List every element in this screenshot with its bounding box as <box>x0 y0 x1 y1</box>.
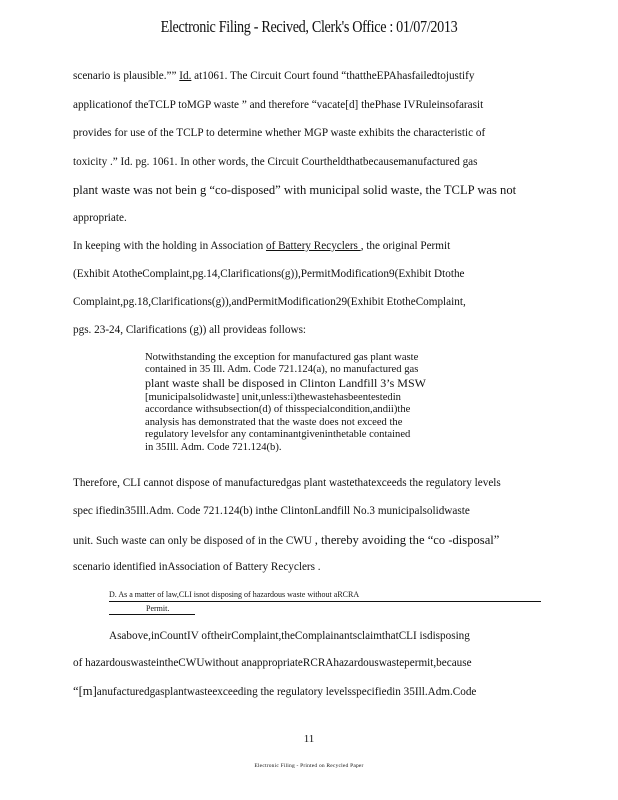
citation-id: Id. <box>179 70 192 82</box>
section-heading-line-2: Permit. <box>146 604 170 613</box>
block-quote-line-4: [municipalsolidwaste] unit,unless:i)thewastehasbeentestedin <box>145 392 401 403</box>
heading-underline <box>109 614 195 615</box>
block-quote-line-3: plant waste shall be disposed in Clinton Landfill 3’s MSW <box>145 376 426 390</box>
text-span: , thereby avoiding the “co -disposal” <box>314 533 500 547</box>
paragraph-3-line-1: Therefore, CLI cannot dispose of manufacturedgas plant wastethatexceeds the regulatory levels <box>73 477 501 489</box>
paragraph-1-line-6: appropriate. <box>73 212 127 224</box>
paragraph-1-line-1 <box>73 70 474 82</box>
paragraph-4-line-1: Asabove,inCountIV oftheirComplaint,theComplainantsclaimthatCLI isdisposing <box>109 630 470 642</box>
text-span: “[m] <box>73 684 97 698</box>
heading-underline <box>109 601 541 602</box>
block-quote-line-6: analysis has demonstrated that the waste does not exceed the <box>145 417 403 428</box>
text-span: , the original Permit <box>360 240 451 252</box>
text-span: at1061. The Circuit Court found “thattheEPAhasfailedtojustify <box>191 70 475 82</box>
paragraph-2-line-2: (Exhibit AtotheComplaint,pg.14,Clarifications(g)),PermitModification9(Exhibit Dtothe <box>73 268 465 280</box>
case-name: of Battery Recyclers <box>265 240 361 252</box>
footer-note: Electronic Filing - Printed on Recycled Paper <box>254 763 364 769</box>
paragraph-3-line-3 <box>73 533 499 548</box>
paragraph-4-line-2: of hazardouswasteintheCWUwithout anappropriateRCRAhazardouswastepermit,because <box>73 657 472 669</box>
block-quote-line-8: in 35Ill. Adm. Code 721.124(b). <box>145 442 282 453</box>
paragraph-1-line-2: applicationof theTCLP toMGP waste ” and therefore “vacate[d] thePhase IVRuleinsofarasit <box>73 99 484 111</box>
text-span: scenario is plausible.”” <box>73 70 180 82</box>
text-span: anufacturedgasplantwasteexceeding the regulatory levelsspecifiedin 35Ill.Adm.Code <box>96 686 477 698</box>
text-span: In keeping with the holding in Association <box>73 240 266 252</box>
paragraph-4-line-3 <box>73 684 476 699</box>
paragraph-3-line-4: scenario identified inAssociation of Battery Recyclers . <box>73 561 321 573</box>
block-quote-line-7: regulatory levelsfor any contaminantgiveninthetable contained <box>145 429 411 440</box>
page-number: 11 <box>303 733 315 745</box>
section-heading-line-1: D. As a matter of law,CLI isnot disposing of hazardous waste without aRCRA <box>109 590 360 599</box>
paragraph-2-line-4: pgs. 23-24, Clarifications (g)) all provideas follows: <box>73 324 307 336</box>
paragraph-1-line-4: toxicity .” Id. pg. 1061. In other words, the Circuit Courtheldthatbecausemanufactured gas <box>73 156 478 168</box>
paragraph-1-line-5: plant waste was not bein g “co-disposed” with municipal solid waste, the TCLP was not <box>73 183 517 197</box>
paragraph-2-line-3: Complaint,pg.18,Clarifications(g)),andPermitModification29(Exhibit EtotheComplaint, <box>73 296 466 308</box>
block-quote-line-5: accordance withsubsection(d) of thisspecialcondition,andii)the <box>145 404 411 415</box>
block-quote-line-2: contained in 35 Ill. Adm. Code 721.124(a), no manufactured gas <box>145 364 419 375</box>
text-span: unit. Such waste can only be disposed of in the CWU <box>73 535 315 547</box>
filing-header: Electronic Filing - Recived, Clerk's Office : 01/07/2013 <box>160 17 458 36</box>
paragraph-1-line-3: provides for use of the TCLP to determine whether MGP waste exhibits the characteristic of <box>73 127 486 139</box>
paragraph-3-line-2: spec ifiedin35Ill.Adm. Code 721.124(b) inthe ClintonLandfill No.3 municipalsolidwaste <box>73 505 470 517</box>
block-quote-line-1: Notwithstanding the exception for manufactured gas plant waste <box>145 352 419 363</box>
paragraph-2-line-1 <box>73 240 450 252</box>
